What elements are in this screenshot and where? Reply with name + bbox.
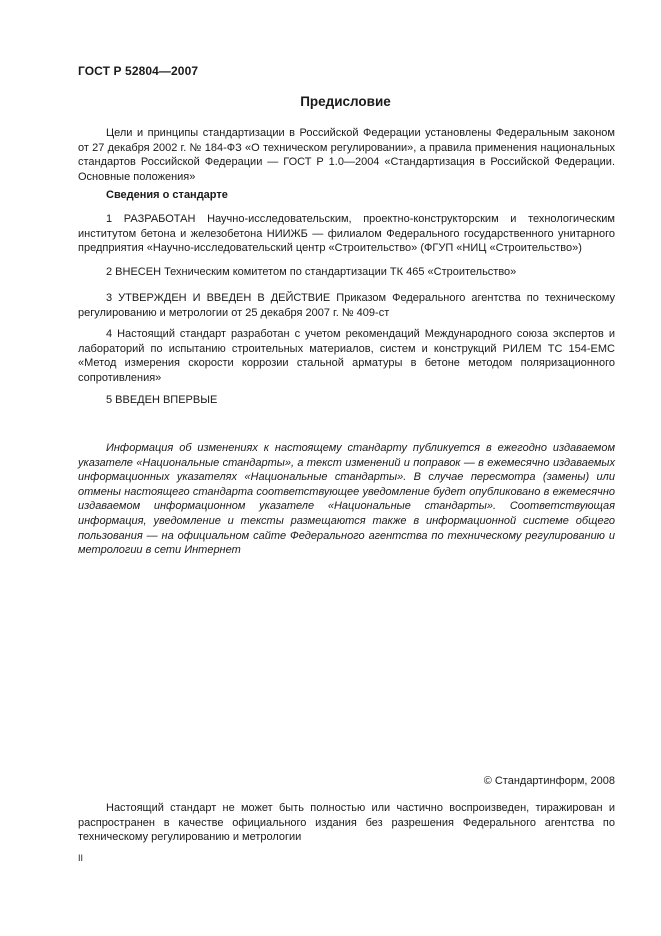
page-number: II (78, 853, 84, 863)
info-notice-text: Информация об изменениях к настоящему стандарту публикуется в ежегодно издаваемом указателе «Национальные стандарты», а текст изменений и поправок — в ежемесячно издаваемых информационных указателях «Национальные стандарты». В случае пересмотра (замены) или отмены настоящего стандарта соответствующее уведомление будет опубликовано в ежемесячно издаваемом информационном указателе «Национальные стандарты». Соответствующая информация, уведомление и тексты размещаются также в информационной системе общего пользования — на официальном сайте Федерального агентства по техническому регулированию и метрологии в сети Интернет (78, 442, 615, 557)
info-notice (78, 441, 615, 558)
item-1 (78, 212, 615, 256)
copyright-line: © Стандартинформ, 2008 (483, 775, 615, 787)
item-2-text: 2 ВНЕСЕН Техническим комитетом по стандартизации ТК 465 «Строительство» (106, 266, 517, 278)
copyright-notice (78, 801, 615, 845)
item-3-text: 3 УТВЕРЖДЕН И ВВЕДЕН В ДЕЙСТВИЕ Приказом Федерального агентства по техническому регулированию и метрологии от 25 декабря 2007 г. № 409-ст (78, 292, 615, 319)
item-5-text: 5 ВВЕДЕН ВПЕРВЫЕ (106, 394, 218, 406)
section-heading-text: Сведения о стандарте (106, 189, 228, 201)
copyright-notice-text: Настоящий стандарт не может быть полностью или частично воспроизведен, тиражирован и распространен в качестве официального издания без разрешения Федерального агентства по техническому регулированию и метрологии (78, 802, 615, 844)
intro-paragraph (78, 126, 615, 184)
item-2 (78, 265, 615, 280)
section-heading (78, 188, 615, 203)
item-4 (78, 327, 615, 385)
page-title: Предисловие (300, 94, 391, 109)
intro-text: Цели и принципы стандартизации в Российской Федерации установлены Федеральным законом от 27 декабря 2002 г. № 184-ФЗ «О техническом регулировании», а правила применения национальных стандартов Российской Федерации — ГОСТ Р 1.0—2004 «Стандартизация в Российской Федерации. Основные положения» (78, 127, 615, 183)
item-4-text: 4 Настоящий стандарт разработан с учетом рекомендаций Международного союза экспертов и лабораторий по испытанию строительных материалов, систем и конструкций РИЛЕМ ТС 154-ЕМС «Метод измерения скорости коррозии стальной арматуры в бетоне методом поляризационного сопротивления» (78, 328, 615, 384)
standard-code-header: ГОСТ Р 52804—2007 (78, 64, 199, 78)
item-5 (78, 393, 615, 408)
item-1-text: 1 РАЗРАБОТАН Научно-исследовательским, проектно-конструкторским и технологическим институтом бетона и железобетона НИИЖБ — филиалом Федерального государственного унитарного предприятия «Научно-исследовательский центр «Строительство» (ФГУП «НИЦ «Строительство») (78, 213, 615, 255)
item-3 (78, 291, 615, 320)
